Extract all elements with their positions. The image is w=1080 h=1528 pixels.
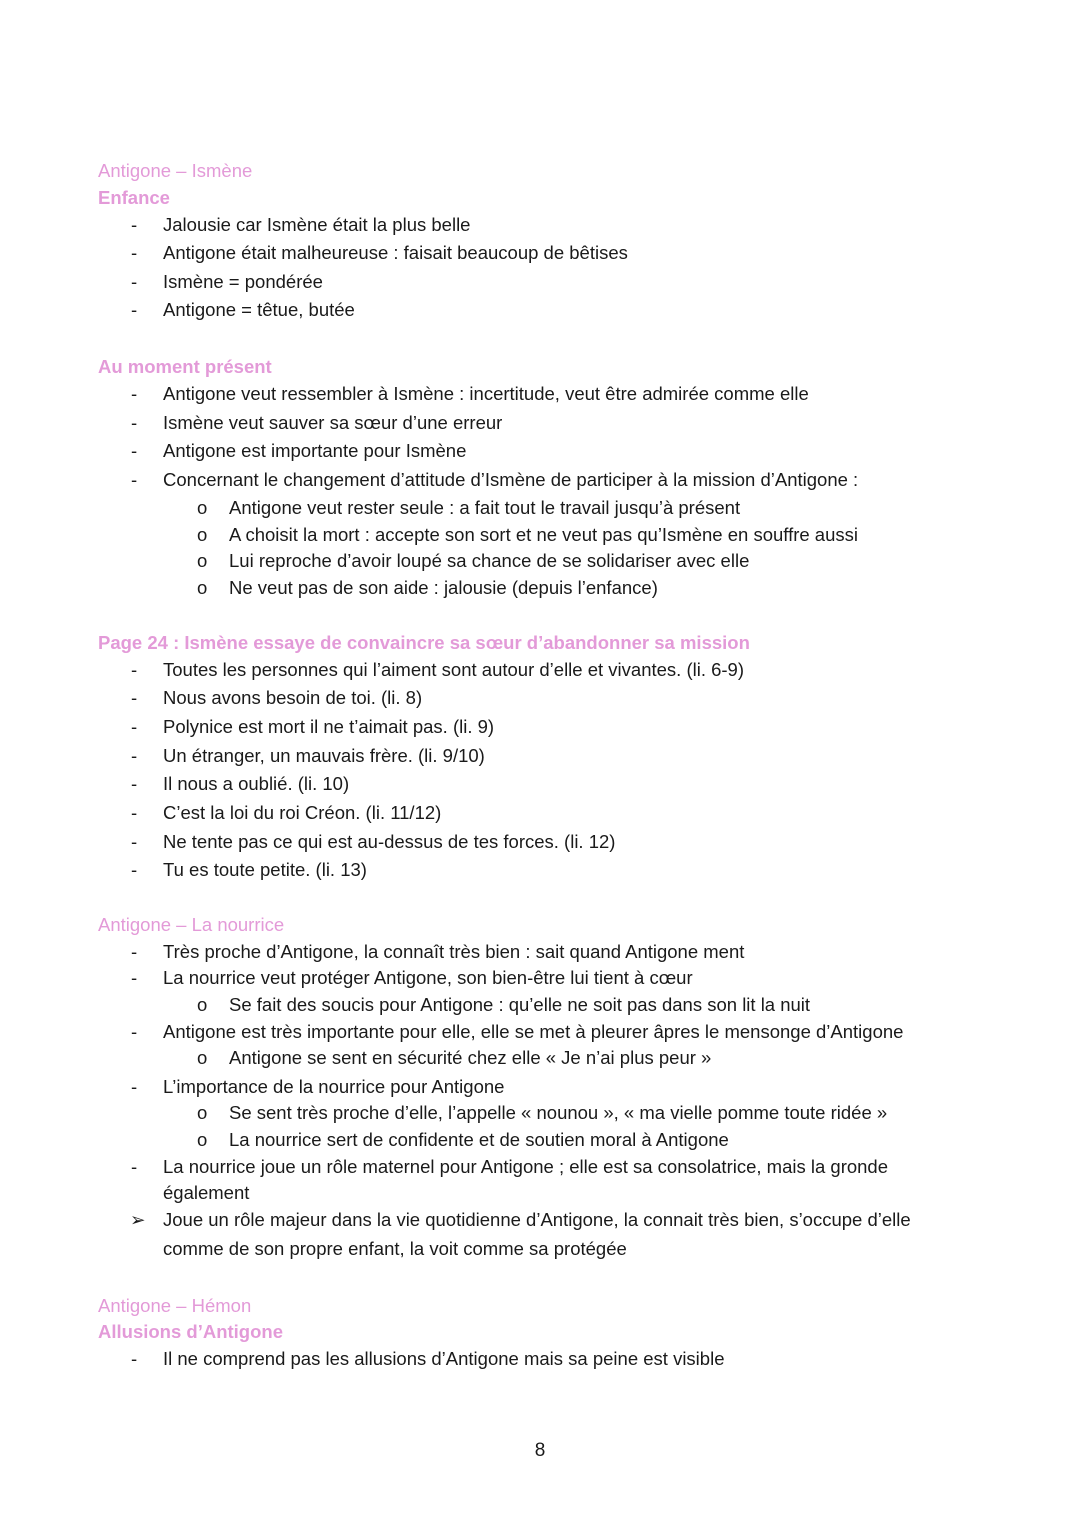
- circle-bullet-icon: o: [197, 524, 208, 545]
- list-item: Antigone était malheureuse : faisait beaucoup de bêtises: [163, 242, 628, 263]
- list-item: Ne tente pas ce qui est au-dessus de tes forces. (li. 12): [163, 831, 616, 852]
- list-item: La nourrice sert de confidente et de soutien moral à Antigone: [229, 1129, 729, 1150]
- section-heading: Antigone – La nourrice: [98, 914, 285, 935]
- circle-bullet-icon: o: [197, 497, 208, 518]
- list-item-continuation: également: [163, 1182, 250, 1203]
- list-item: Ismène veut sauver sa sœur d’une erreur: [163, 412, 503, 433]
- dash-bullet-icon: -: [131, 831, 138, 852]
- subsection-heading: Page 24 : Ismène essaye de convaincre sa sœur d’abandonner sa mission: [98, 632, 750, 653]
- section-heading: Antigone – Hémon: [98, 1295, 252, 1316]
- circle-bullet-icon: o: [197, 1129, 208, 1150]
- list-item: A choisit la mort : accepte son sort et ne veut pas qu’Ismène en souffre aussi: [229, 524, 858, 545]
- dash-bullet-icon: -: [131, 299, 138, 320]
- dash-bullet-icon: -: [131, 745, 138, 766]
- list-item: L’importance de la nourrice pour Antigone: [163, 1076, 505, 1097]
- list-item: Un étranger, un mauvais frère. (li. 9/10): [163, 745, 485, 766]
- list-item: Très proche d’Antigone, la connaît très bien : sait quand Antigone ment: [163, 941, 745, 962]
- page-number: 8: [534, 1440, 546, 1461]
- list-item: La nourrice veut protéger Antigone, son bien-être lui tient à cœur: [163, 967, 693, 988]
- list-item: C’est la loi du roi Créon. (li. 11/12): [163, 802, 442, 823]
- subsection-heading: Enfance: [98, 187, 170, 208]
- dash-bullet-icon: -: [131, 802, 138, 823]
- dash-bullet-icon: -: [131, 859, 138, 880]
- dash-bullet-icon: -: [131, 967, 138, 988]
- section-heading: Antigone – Ismène: [98, 160, 253, 181]
- circle-bullet-icon: o: [197, 994, 208, 1015]
- dash-bullet-icon: -: [131, 1076, 138, 1097]
- dash-bullet-icon: -: [131, 214, 138, 235]
- dash-bullet-icon: -: [131, 1156, 138, 1177]
- dash-bullet-icon: -: [131, 469, 138, 490]
- list-item: Antigone est très importante pour elle, elle se met à pleurer âpres le mensonge d’Antigone: [163, 1021, 904, 1042]
- dash-bullet-icon: -: [131, 242, 138, 263]
- circle-bullet-icon: o: [197, 577, 208, 598]
- dash-bullet-icon: -: [131, 440, 138, 461]
- list-item: Antigone se sent en sécurité chez elle « Je n’ai plus peur »: [229, 1047, 712, 1068]
- circle-bullet-icon: o: [197, 1102, 208, 1123]
- circle-bullet-icon: o: [197, 1047, 208, 1068]
- list-item: Ne veut pas de son aide : jalousie (depuis l’enfance): [229, 577, 658, 598]
- list-item: Concernant le changement d’attitude d’Ismène de participer à la mission d’Antigone :: [163, 469, 859, 490]
- list-item: Antigone est importante pour Ismène: [163, 440, 467, 461]
- list-item: Antigone veut ressembler à Ismène : incertitude, veut être admirée comme elle: [163, 383, 809, 404]
- list-item: Il nous a oublié. (li. 10): [163, 773, 350, 794]
- list-item: Ismène = pondérée: [163, 271, 323, 292]
- dash-bullet-icon: -: [131, 659, 138, 680]
- list-item: Polynice est mort il ne t’aimait pas. (li. 9): [163, 716, 495, 737]
- subsection-heading: Allusions d’Antigone: [98, 1321, 283, 1342]
- dash-bullet-icon: -: [131, 687, 138, 708]
- circle-bullet-icon: o: [197, 550, 208, 571]
- list-item: Se fait des soucis pour Antigone : qu’elle ne soit pas dans son lit la nuit: [229, 994, 811, 1015]
- dash-bullet-icon: -: [131, 383, 138, 404]
- list-item: Tu es toute petite. (li. 13): [163, 859, 367, 880]
- list-item: Antigone veut rester seule : a fait tout le travail jusqu’à présent: [229, 497, 741, 518]
- list-item: Se sent très proche d’elle, l’appelle « nounou », « ma vielle pomme toute ridée »: [229, 1102, 888, 1123]
- list-item: Lui reproche d’avoir loupé sa chance de se solidariser avec elle: [229, 550, 750, 571]
- list-item: Joue un rôle majeur dans la vie quotidienne d’Antigone, la connait très bien, s’occupe d’elle: [163, 1209, 911, 1230]
- dash-bullet-icon: -: [131, 716, 138, 737]
- dash-bullet-icon: -: [131, 1021, 138, 1042]
- dash-bullet-icon: -: [131, 271, 138, 292]
- list-item: Antigone = têtue, butée: [163, 299, 355, 320]
- list-item: Jalousie car Ismène était la plus belle: [163, 214, 471, 235]
- list-item: Il ne comprend pas les allusions d’Antigone mais sa peine est visible: [163, 1348, 725, 1369]
- list-item: La nourrice joue un rôle maternel pour Antigone ; elle est sa consolatrice, mais la gronde: [163, 1156, 889, 1177]
- list-item: Toutes les personnes qui l’aiment sont autour d’elle et vivantes. (li. 6-9): [163, 659, 744, 680]
- arrow-bullet-icon: ➢: [130, 1209, 146, 1230]
- list-item: Nous avons besoin de toi. (li. 8): [163, 687, 423, 708]
- dash-bullet-icon: -: [131, 941, 138, 962]
- dash-bullet-icon: -: [131, 1348, 138, 1369]
- subsection-heading: Au moment présent: [98, 356, 272, 377]
- dash-bullet-icon: -: [131, 412, 138, 433]
- dash-bullet-icon: -: [131, 773, 138, 794]
- list-item-continuation: comme de son propre enfant, la voit comme sa protégée: [163, 1238, 627, 1259]
